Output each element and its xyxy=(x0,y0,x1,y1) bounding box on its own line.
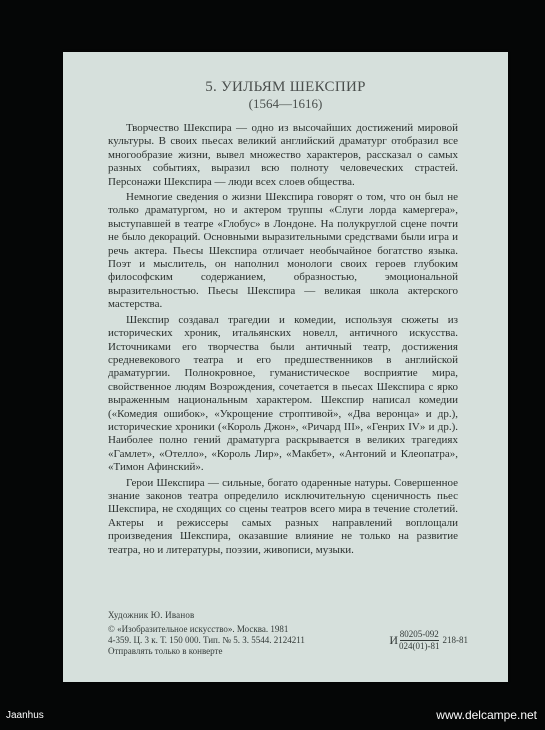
watermark-right: www.delcampe.net xyxy=(436,708,537,722)
life-years: (1564—1616) xyxy=(248,96,323,111)
print-info: 4-359. Ц. 3 к. Т. 150 000. Тип. № 5. З. 5544. 2124211 xyxy=(108,635,305,645)
body-text xyxy=(108,122,458,559)
code-numerator: 80205-092 xyxy=(399,629,439,639)
header xyxy=(63,78,508,112)
imprint xyxy=(108,610,468,657)
mailing-note: Отправлять только в конверте xyxy=(108,646,223,656)
publisher-row xyxy=(108,624,468,657)
artist-credit: Художник Ю. Иванов xyxy=(108,610,195,620)
page-title: 5. УИЛЬЯМ ШЕКСПИР xyxy=(205,79,366,95)
paragraph: Шекспир создавал трагедии и комедии, используя сюжеты из исторических хроник, итальянских новелл, античного искусства. Источниками его творчества были античный театр, достижения средневекового театра и его предшественников в английской драматургии. Полнокровное, гуманистическое восприятие мира, свойственное людям Возрождения, сочетается в пьесах Шекспира с ярко выраженным национальным характером. Шекспир написал комедии («Комедия ошибок», «Укрощение строптивой», «Два веронца» и др.), исторические хроники («Король Джон», «Ричард III», «Генрих IV» и др.). Наиболее полно гений драматурга раскрывается в великих трагедиях «Гамлет», «Отелло», «Король Лир», «Макбет», «Антоний и Клеопатра», «Тимон Афинский». xyxy=(108,313,458,474)
code-letter: И xyxy=(389,633,398,647)
paragraph: Творчество Шекспира — одно из высочайших достижений мировой культуры. В своих пьесах великий английский драматург отобразил все многообразие жизни, вывел множество характеров, рассказал о самых разных событиях, выразил всю полноту человеческих страстей. Персонажи Шекспира — люди всех слоев общества. xyxy=(108,122,458,188)
code-fraction xyxy=(399,629,440,652)
catalog-code xyxy=(389,624,468,657)
paragraph: Герои Шекспира — сильные, богато одаренные натуры. Совершенное знание законов театра определило исключительную сценичность пьес Шекспира, не сходящих со сцены театров всего мира в течение столетий. Актеры и режиссеры самых разных направлений воплощали произведения Шекспира, оказавшие влияние не только на развитие театра, но и литературы, поэзии, живописи, музыки. xyxy=(108,476,458,556)
watermark-left: Jaanhus xyxy=(6,710,44,721)
paragraph: Немногие сведения о жизни Шекспира говорят о том, что он был не только драматургом, но и актером труппы «Слуги лорда камергера», выступавшей в театре «Глобус» в Лондоне. На полукруглой сцене почти не было декораций. Основными выразительными средствами были игра и речь актера. Пьесы Шекспира отличает необычайное богатство языка. Поэт и мыслитель, он наполнил монологи своих героев глубоким философским содержанием, образностью, эмоциональной выразительностью. Пьесы Шекспира — великая школа актерского мастерства. xyxy=(108,191,458,311)
code-denominator: 024(01)-81 xyxy=(399,641,440,651)
postcard-back xyxy=(63,52,508,682)
code-suffix: 218-81 xyxy=(442,635,468,645)
publisher-info xyxy=(108,624,358,657)
publisher-line: © «Изобразительное искусство». Москва. 1981 xyxy=(108,624,289,634)
